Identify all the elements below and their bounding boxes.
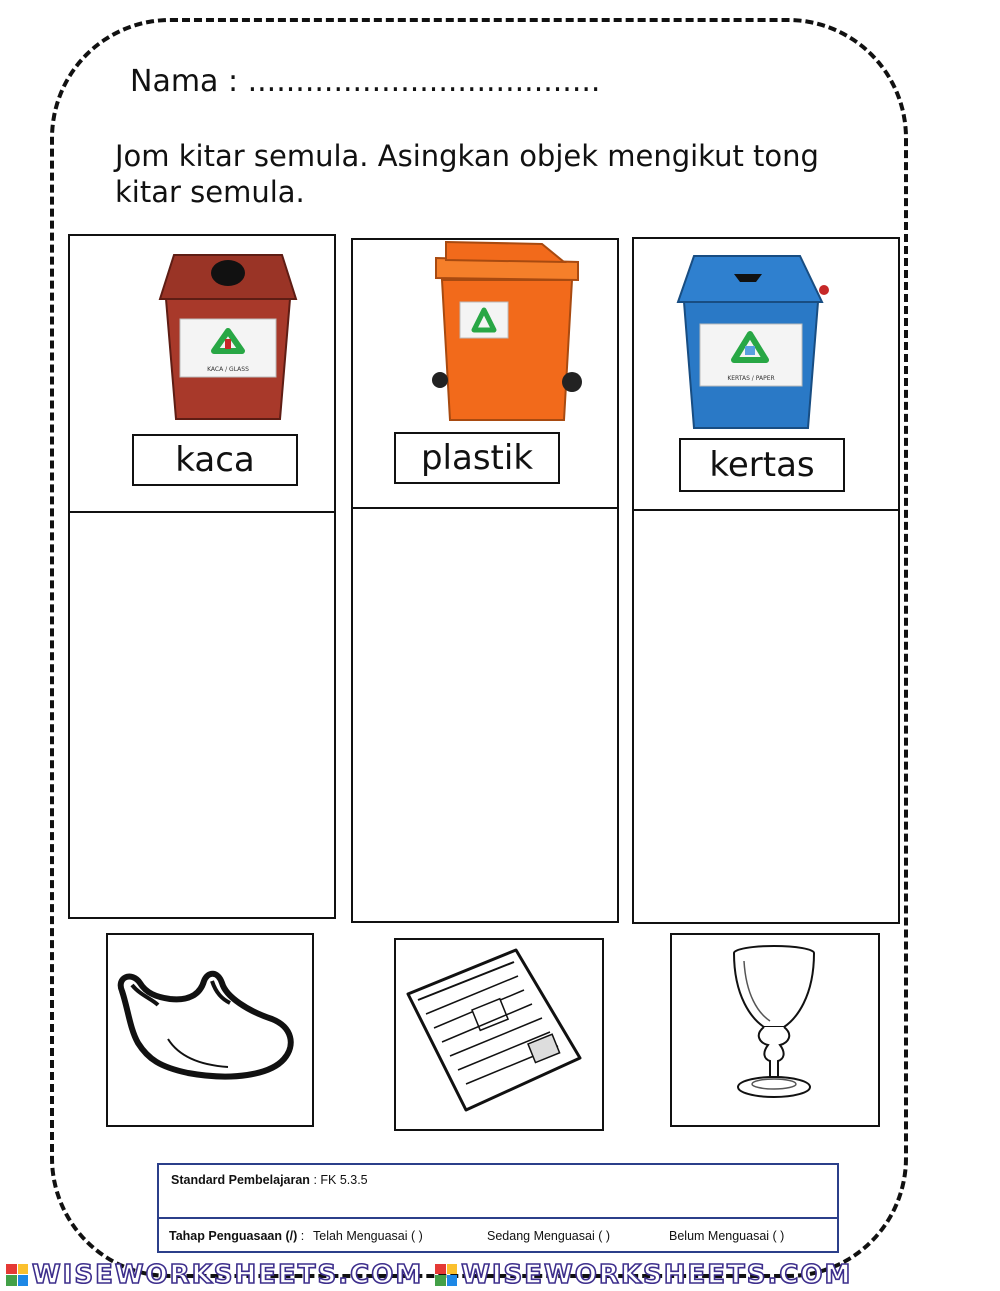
mastery-option-sedang[interactable]: Sedang Menguasai ( ) [487,1229,610,1243]
column-divider [632,509,900,511]
standard-row [171,1173,368,1187]
name-field[interactable]: Nama : ..................................... [130,64,601,99]
glass-sticker-text: KACA / GLASS [207,366,249,373]
plastic-recycle-bin-icon [432,240,584,425]
instruction-text: Jom kitar semula. Asingkan objek mengikut tong kitar semula. [115,139,819,209]
standard-assessment-box [157,1163,839,1253]
mastery-option-telah[interactable]: Telah Menguasai ( ) [313,1229,423,1243]
item-card-plastic-bag[interactable] [106,933,314,1127]
mastery-separator: : [300,1229,305,1243]
bin-label-kaca: kaca [132,434,298,486]
newspaper-icon [396,940,602,1129]
paper-sticker-text: KERTAS / PAPER [727,375,775,382]
watermark-text: WISEWORKSHEETS.COM [32,1259,424,1290]
column-divider [68,511,336,513]
watermark-strip [0,1258,1000,1291]
wine-glass-icon [672,935,878,1125]
plastic-bag-icon [108,935,312,1125]
bin-label-kertas: kertas [679,438,845,492]
mastery-row [157,1217,839,1253]
wiseworksheets-logo-icon [6,1264,28,1286]
watermark-text: WISEWORKSHEETS.COM [461,1259,853,1290]
glass-recycle-bin-icon [150,247,306,425]
mastery-label: Tahap Penguasaan (/) [169,1229,298,1243]
item-card-newspaper[interactable] [394,938,604,1131]
standard-value: : FK 5.3.5 [313,1173,368,1187]
item-card-wine-glass[interactable] [670,933,880,1127]
wiseworksheets-logo-icon [435,1264,457,1286]
standard-label: Standard Pembelajaran [171,1173,310,1187]
bin-label-plastik: plastik [394,432,560,484]
paper-recycle-bin-icon [672,250,832,432]
column-divider [351,507,619,509]
mastery-option-belum[interactable]: Belum Menguasai ( ) [669,1229,785,1243]
